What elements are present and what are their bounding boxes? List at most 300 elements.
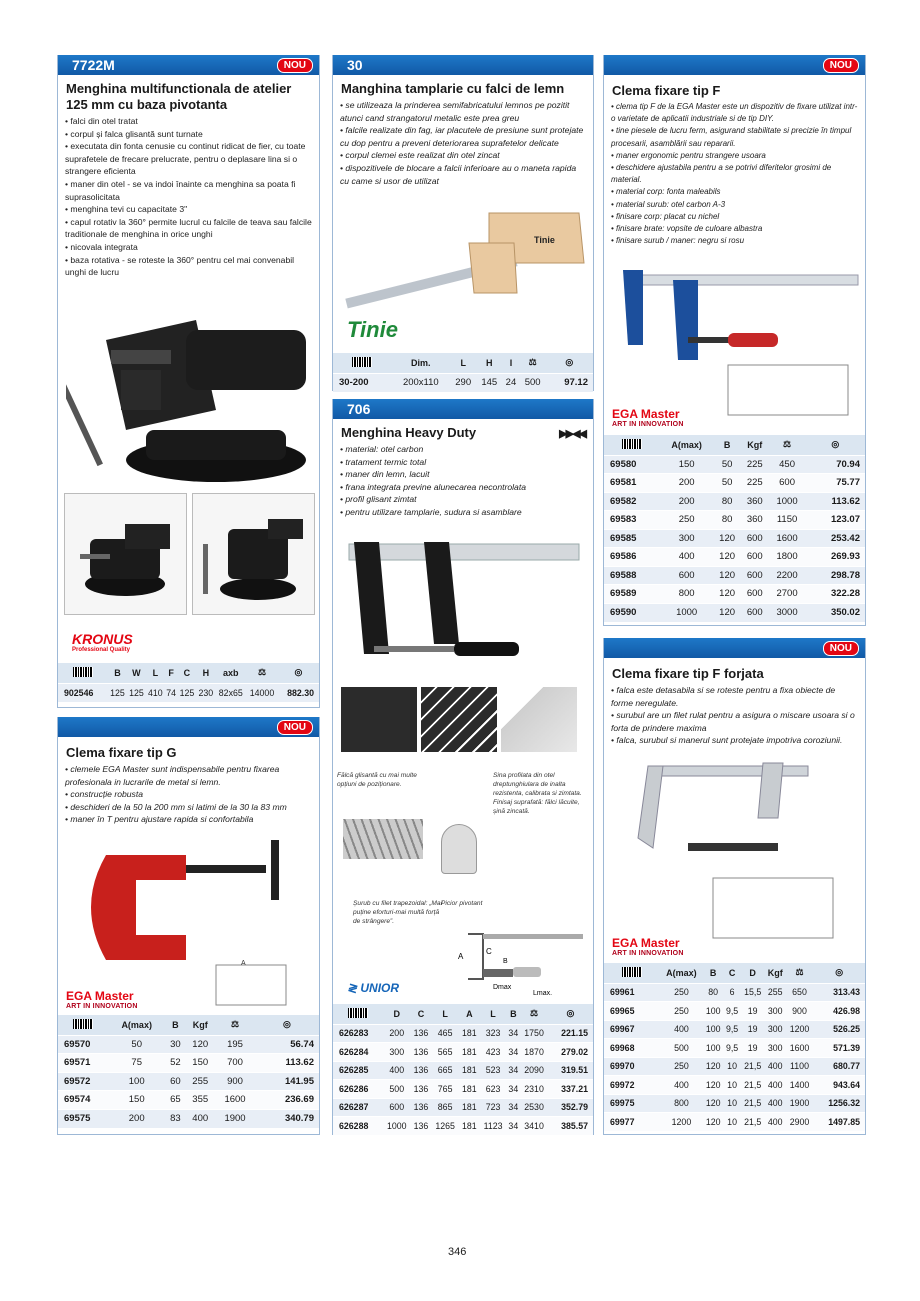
cell: 21,5 <box>741 1113 765 1132</box>
brand-tagline: ART IN INNOVATION <box>612 950 684 957</box>
brand-name: KRONUS <box>72 631 133 647</box>
col-header: axb <box>215 663 246 683</box>
cell: 865 <box>431 1098 459 1117</box>
bullet-item: • executata din fonta cenusie cu continut ridicat de fier, cu toate suprafetele de frecare prelucrate, pentru o deplasare lina si o strangere eficienta <box>65 141 306 177</box>
cell: 69977 <box>604 1113 660 1132</box>
cell: 52 <box>165 1054 185 1073</box>
col-header: F <box>165 663 178 683</box>
brand-name: EGA Master <box>612 936 680 950</box>
cell: 1200 <box>660 1113 703 1132</box>
brand-name: UNIOR <box>360 981 400 995</box>
cell: 355 <box>185 1091 215 1110</box>
bullet-item: • menghina tevi cu capacitate 3" <box>65 204 188 215</box>
spec-table <box>333 353 593 392</box>
caption-pivot-foot: Picior pivotant <box>441 900 483 907</box>
cell: 69570 <box>58 1035 108 1054</box>
cell: 69970 <box>604 1057 660 1076</box>
cell: 1750 <box>520 1024 548 1043</box>
cell: 250 <box>660 1057 703 1076</box>
table-row <box>604 529 865 548</box>
table-row <box>333 1117 593 1136</box>
bullet-item: • deschidere ajustabila pentru a se potrivi diferitelor grosimi de material. <box>611 163 832 185</box>
cell: 113.62 <box>806 492 866 511</box>
table-row <box>604 1002 865 1021</box>
table-row <box>604 603 865 622</box>
cell: 19 <box>741 1020 765 1039</box>
product-description <box>604 684 865 747</box>
dim-label-c: C <box>486 947 492 956</box>
cell: 1600 <box>786 1039 813 1058</box>
cell: 400 <box>765 1076 786 1095</box>
cell: 69582 <box>604 492 660 511</box>
cell: 250 <box>660 511 713 530</box>
cell: 600 <box>769 474 806 493</box>
col-header: A(max) <box>108 1015 165 1035</box>
bullet-item: • pentru utilizare tamplarie, sudura si asamblare <box>340 506 522 517</box>
spec-table <box>333 1004 593 1135</box>
cell: 10 <box>723 1113 740 1132</box>
bullet-item: • maner din lemn, lacuit <box>340 469 430 480</box>
cell: 136 <box>411 1043 432 1062</box>
cell: 319.51 <box>548 1061 593 1080</box>
new-badge: NOU <box>277 58 313 73</box>
spec-table <box>58 663 319 702</box>
cell: 120 <box>185 1035 215 1054</box>
bullet-item: • capul rotativ la 360° permite lucrul cu falcile de teava sau falcile traditionale de menghina in orice unghi <box>65 216 312 240</box>
table-row <box>604 492 865 511</box>
forged-f-clamp-image <box>618 758 863 948</box>
barcode-icon <box>622 439 642 449</box>
cell: 400 <box>660 1020 703 1039</box>
cell: 69590 <box>604 603 660 622</box>
cell: 2090 <box>520 1061 548 1080</box>
cell: 1497.85 <box>813 1113 865 1132</box>
table-row <box>333 1024 593 1043</box>
table-row <box>604 1113 865 1132</box>
spec-table <box>604 963 865 1131</box>
col-header: Kgf <box>741 435 769 455</box>
cell: 1100 <box>786 1057 813 1076</box>
cell: 665 <box>431 1061 459 1080</box>
cell: 195 <box>215 1035 255 1054</box>
cell: 255 <box>765 983 786 1002</box>
cell: 600 <box>660 566 713 585</box>
panel-header <box>604 55 865 75</box>
panel-header <box>333 55 593 75</box>
vise-detail-image-1 <box>64 493 187 615</box>
col-header: C <box>723 963 740 983</box>
coins-icon: ◎ <box>548 1004 593 1024</box>
cell: 125 <box>108 683 127 702</box>
cell: 800 <box>660 1094 703 1113</box>
cell: 350.02 <box>806 603 866 622</box>
cell: 120 <box>713 529 741 548</box>
cell: 1265 <box>431 1117 459 1136</box>
product-description <box>604 101 865 247</box>
cell: 1600 <box>769 529 806 548</box>
cell: 1000 <box>660 603 713 622</box>
clamp-label: Tinie <box>534 235 555 245</box>
weight-icon: ⚖ <box>520 1004 548 1024</box>
bench-vise-image <box>66 300 314 490</box>
cell: 623 <box>480 1080 507 1099</box>
ega-master-logo <box>612 936 684 957</box>
weight-icon: ⚖ <box>246 663 278 683</box>
cell: 100 <box>108 1072 165 1091</box>
cell: 21,5 <box>741 1057 765 1076</box>
cell: 565 <box>431 1043 459 1062</box>
cell: 136 <box>411 1080 432 1099</box>
cell: 14000 <box>246 683 278 702</box>
cell: 60 <box>165 1072 185 1091</box>
new-badge: NOU <box>277 720 313 735</box>
cell: 882.30 <box>278 683 319 702</box>
swivel-foot-icon <box>441 824 477 874</box>
cell: 181 <box>459 1117 480 1136</box>
cell: 15,5 <box>741 983 765 1002</box>
cell: 141.95 <box>255 1072 319 1091</box>
diagram-label: A <box>241 960 246 967</box>
vise-detail-image-2 <box>192 493 315 615</box>
page-number: 346 <box>448 1246 467 1258</box>
cell: 1900 <box>215 1109 255 1128</box>
cell: 145 <box>476 373 502 392</box>
cell: 300 <box>765 1002 786 1021</box>
product-panel-forged-f-clamp <box>603 638 866 1135</box>
table-row <box>58 1035 319 1054</box>
cell: 3410 <box>520 1117 548 1136</box>
cell: 1000 <box>383 1117 411 1136</box>
cell: 9,5 <box>723 1039 740 1058</box>
cell: 113.62 <box>255 1054 319 1073</box>
cell: 100 <box>703 1020 724 1039</box>
cell: 600 <box>741 603 769 622</box>
col-header: l <box>502 353 519 373</box>
product-code: 30 <box>347 57 363 73</box>
cell: 400 <box>383 1061 411 1080</box>
cell: 69975 <box>604 1094 660 1113</box>
product-panel-f-clamp <box>603 55 866 626</box>
table-row <box>604 566 865 585</box>
cell: 69961 <box>604 983 660 1002</box>
cell: 400 <box>185 1109 215 1128</box>
cell: 34 <box>506 1061 520 1080</box>
cell: 465 <box>431 1024 459 1043</box>
cell: 181 <box>459 1043 480 1062</box>
wooden-clamp-image <box>339 203 589 313</box>
cell: 400 <box>765 1094 786 1113</box>
cell: 80 <box>713 492 741 511</box>
cell: 269.93 <box>806 548 866 567</box>
cell: 300 <box>383 1043 411 1062</box>
cell: 50 <box>108 1035 165 1054</box>
cell: 1600 <box>215 1091 255 1110</box>
bullet-item: • maner din otel - se va indoi înainte ca menghina sa poata fi suprasolicitata <box>65 178 296 202</box>
cell: 69965 <box>604 1002 660 1021</box>
cell: 352.79 <box>548 1098 593 1117</box>
brand-tagline: ART IN INNOVATION <box>66 1003 138 1010</box>
cell: 181 <box>459 1024 480 1043</box>
table-row <box>604 983 865 1002</box>
spec-table <box>58 1015 319 1128</box>
unior-logo: ≷ UNIOR <box>347 981 400 995</box>
cell: 337.21 <box>548 1080 593 1099</box>
bullet-item: • falci din otel tratat <box>65 116 138 126</box>
bullet-item: • material: otel carbon <box>340 444 424 454</box>
product-title: Menghina multifunctionala de atelier 125 mm cu baza pivotanta <box>66 81 292 112</box>
weight-icon: ⚖ <box>769 435 806 455</box>
cell: 221.15 <box>548 1024 593 1043</box>
cell: 200 <box>108 1109 165 1128</box>
col-header: Kgf <box>185 1015 215 1035</box>
cell: 120 <box>703 1094 724 1113</box>
table-row <box>604 455 865 474</box>
cell: 700 <box>215 1054 255 1073</box>
cell: 100 <box>703 1039 724 1058</box>
product-title: Clema fixare tip F <box>612 83 721 98</box>
col-header: D <box>383 1004 411 1024</box>
cell: 400 <box>660 1076 703 1095</box>
col-header: B <box>165 1015 185 1035</box>
table-row <box>333 1061 593 1080</box>
bullet-item: • clema tip F de la EGA Master este un dispozitiv de fixare utilizat intr-o varietate de aplicatii industriale si de tip DIY. <box>611 102 858 124</box>
cell: 600 <box>741 529 769 548</box>
cell: 9,5 <box>723 1002 740 1021</box>
cell: 943.64 <box>813 1076 865 1095</box>
cell: 69571 <box>58 1054 108 1073</box>
title-text: Menghina Heavy Duty <box>341 425 477 440</box>
cell: 450 <box>769 455 806 474</box>
cell: 136 <box>411 1117 432 1136</box>
cell: 9,5 <box>723 1020 740 1039</box>
cell: 200x110 <box>391 373 450 392</box>
cell: 322.28 <box>806 585 866 604</box>
barcode-icon <box>352 357 372 367</box>
cell: 120 <box>703 1113 724 1132</box>
cell: 1000 <box>769 492 806 511</box>
cell: 150 <box>660 455 713 474</box>
col-header: Kgf <box>765 963 786 983</box>
cell: 82x65 <box>215 683 246 702</box>
cell: 21,5 <box>741 1076 765 1095</box>
jaw-profile-diagram-2 <box>421 687 497 752</box>
cell: 69588 <box>604 566 660 585</box>
cell: 21,5 <box>741 1094 765 1113</box>
cell: 125 <box>127 683 146 702</box>
bullet-item: • construcție robusta <box>65 789 144 800</box>
cell: 1150 <box>769 511 806 530</box>
table-row <box>333 373 593 392</box>
cell: 300 <box>660 529 713 548</box>
cell: 500 <box>383 1080 411 1099</box>
bullet-item: • tine piesele de lucru ferm, asigurand stabilitate si precizie în timpul procesarii, asamblării sau repararii. <box>611 126 852 148</box>
brand-name: EGA Master <box>612 407 680 421</box>
table-row <box>604 1076 865 1095</box>
bullet-item: • tratament termic total <box>340 456 427 467</box>
table-row <box>604 585 865 604</box>
brand-tagline: Professional Quality <box>72 647 131 653</box>
cell: 236.69 <box>255 1091 319 1110</box>
cell: 69581 <box>604 474 660 493</box>
rail-profile-diagram <box>501 687 577 752</box>
cell: 723 <box>480 1098 507 1117</box>
brand-name: EGA Master <box>66 989 134 1003</box>
col-header: B <box>703 963 724 983</box>
cell: 250 <box>660 983 703 1002</box>
bullet-item: • maner în T pentru ajustare rapida si confortabila <box>65 814 254 825</box>
cell: 69572 <box>58 1072 108 1091</box>
cell: 900 <box>786 1002 813 1021</box>
bullet-item: • nicovala integrata <box>65 241 138 252</box>
table-row <box>604 511 865 530</box>
bullet-item: • corpul și falca glisantă sunt turnate <box>65 128 203 139</box>
cell: 3000 <box>769 603 806 622</box>
cell: 80 <box>713 511 741 530</box>
cell: 56.74 <box>255 1035 319 1054</box>
cell: 300 <box>765 1020 786 1039</box>
cell: 34 <box>506 1098 520 1117</box>
cell: 100 <box>703 1002 724 1021</box>
col-header: A(max) <box>660 435 713 455</box>
cell: 1256.32 <box>813 1094 865 1113</box>
product-panel-7722m <box>57 55 320 708</box>
cell: 181 <box>459 1080 480 1099</box>
coins-icon: ◎ <box>278 663 319 683</box>
weight-icon: ⚖ <box>215 1015 255 1035</box>
cell: 500 <box>660 1039 703 1058</box>
caption-screw: Șurub cu filet trapezoidal: „Mai puține eforturi-mai multă forță de strângere”. <box>353 900 443 925</box>
cell: 626288 <box>333 1117 383 1136</box>
weight-icon: ⚖ <box>786 963 813 983</box>
cell: 150 <box>108 1091 165 1110</box>
cell: 400 <box>660 548 713 567</box>
table-row <box>333 1043 593 1062</box>
ega-master-logo <box>66 989 138 1010</box>
product-description <box>333 443 593 519</box>
cell: 1870 <box>520 1043 548 1062</box>
cell: 30-200 <box>333 373 391 392</box>
product-title: Clema fixare tip G <box>66 745 177 760</box>
cell: 300 <box>765 1039 786 1058</box>
product-panel-30 <box>332 55 594 391</box>
cell: 75 <box>108 1054 165 1073</box>
cell: 250 <box>660 1002 703 1021</box>
cell: 385.57 <box>548 1117 593 1136</box>
table-row <box>58 1072 319 1091</box>
table-row <box>604 548 865 567</box>
panel-header <box>604 638 865 658</box>
barcode-icon <box>73 1019 93 1029</box>
cell: 65 <box>165 1091 185 1110</box>
kronus-logo <box>72 631 133 653</box>
table-row <box>604 474 865 493</box>
cell: 136 <box>411 1098 432 1117</box>
caption-sliding-jaw: Fălcă glisantă cu mai multe opțiuni de poziționare. <box>337 772 417 788</box>
coins-icon: ◎ <box>806 435 866 455</box>
cell: 626287 <box>333 1098 383 1117</box>
cell: 313.43 <box>813 983 865 1002</box>
cell: 626284 <box>333 1043 383 1062</box>
bullet-item: • dispozitivele de blocare a falcii inferioare au o maneta rapida cu came si usor de utilizat <box>340 162 577 186</box>
bullet-item: • frana integrata previne alunecarea necontrolata <box>340 481 526 492</box>
cell: 902546 <box>58 683 108 702</box>
cell: 200 <box>383 1024 411 1043</box>
bar-clamp-image <box>339 534 589 674</box>
bullet-item: • corpul clemei este realizat din otel zincat <box>340 150 500 161</box>
cell: 34 <box>506 1024 520 1043</box>
cell: 225 <box>741 455 769 474</box>
dim-label-dmax: Dmax <box>493 984 512 991</box>
cell: 298.78 <box>806 566 866 585</box>
cell: 136 <box>411 1061 432 1080</box>
col-header: B <box>506 1004 520 1024</box>
barcode-icon <box>73 667 93 677</box>
cell: 150 <box>185 1054 215 1073</box>
col-header: C <box>177 663 196 683</box>
cell: 10 <box>723 1094 740 1113</box>
col-header: W <box>127 663 146 683</box>
cell: 426.98 <box>813 1002 865 1021</box>
table-row <box>58 1109 319 1128</box>
cell: 69585 <box>604 529 660 548</box>
cell: 10 <box>723 1057 740 1076</box>
col-header: D <box>741 963 765 983</box>
cell: 500 <box>520 373 546 392</box>
panel-header <box>58 55 319 75</box>
cell: 69583 <box>604 511 660 530</box>
cell: 69574 <box>58 1091 108 1110</box>
cell: 200 <box>660 492 713 511</box>
product-panel-706 <box>332 399 594 1135</box>
cell: 526.25 <box>813 1020 865 1039</box>
cell: 255 <box>185 1072 215 1091</box>
product-title <box>333 419 593 443</box>
barcode-icon <box>622 967 642 977</box>
cell: 69580 <box>604 455 660 474</box>
dimension-diagram <box>453 929 588 999</box>
bullet-item: • profil glisant zimtat <box>340 494 417 505</box>
cell: 181 <box>459 1061 480 1080</box>
bullet-item: • finisare corp: placat cu nichel <box>611 211 720 221</box>
panel-header <box>58 717 319 737</box>
cell: 2900 <box>786 1113 813 1132</box>
cell: 34 <box>506 1043 520 1062</box>
cell: 400 <box>765 1057 786 1076</box>
cell: 6 <box>723 983 740 1002</box>
cell: 97.12 <box>546 373 593 392</box>
cell: 650 <box>786 983 813 1002</box>
dim-label-b: B <box>503 958 508 965</box>
cell: 900 <box>215 1072 255 1091</box>
bullet-item: • falca este detasabila si se roteste pentru a fixa obiecte de forme neregulate. <box>611 685 836 708</box>
cell: 70.94 <box>806 455 866 474</box>
brand-tagline: ART IN INNOVATION <box>612 421 684 428</box>
cell: 30 <box>165 1035 185 1054</box>
cell: 626286 <box>333 1080 383 1099</box>
weight-icon: ⚖ <box>520 353 546 373</box>
col-header: L <box>146 663 165 683</box>
cell: 2700 <box>769 585 806 604</box>
table-row <box>58 1091 319 1110</box>
bullet-item: • se utilizeaza la prinderea semifabricatului lemnos pe pozitit atunci cand strangatorul metalic este prea greu <box>340 100 570 123</box>
cell: 230 <box>196 683 215 702</box>
cell: 626285 <box>333 1061 383 1080</box>
cell: 400 <box>765 1113 786 1132</box>
cell: 120 <box>713 566 741 585</box>
cell: 360 <box>741 492 769 511</box>
cell: 1123 <box>480 1117 507 1136</box>
table-row <box>58 683 319 702</box>
